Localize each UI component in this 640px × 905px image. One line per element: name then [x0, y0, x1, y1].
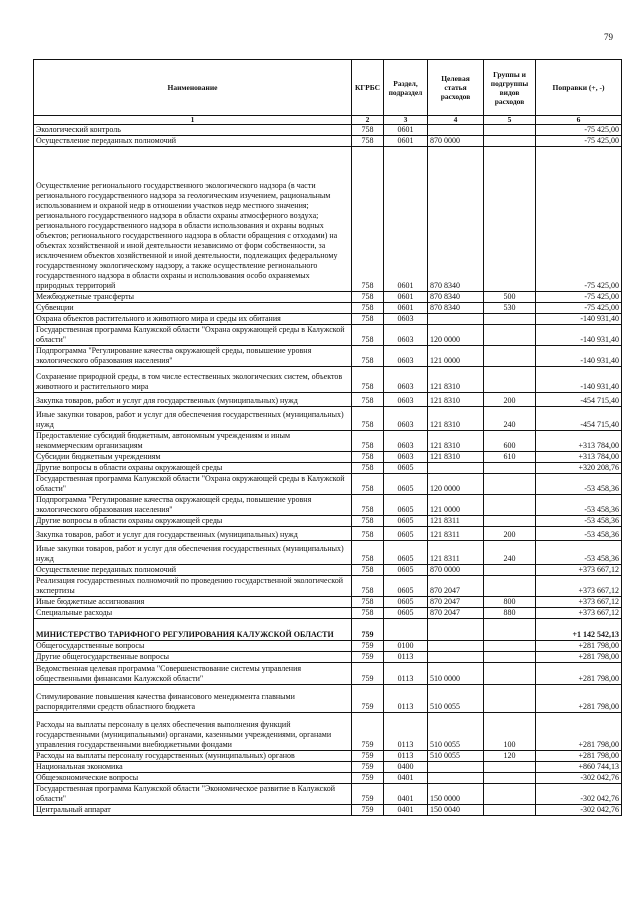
row-razdel: 0603	[384, 407, 428, 431]
row-name: Осуществление переданных полномочий	[34, 136, 352, 147]
column-number-row	[34, 116, 622, 125]
table-row	[34, 147, 622, 292]
row-razdel: 0605	[384, 474, 428, 495]
row-kgrbs: 758	[352, 495, 384, 516]
row-statya: 121 8311	[428, 516, 484, 527]
row-vid	[484, 685, 536, 713]
row-vid	[484, 125, 536, 136]
row-name: Расходы на выплаты персоналу государственных (муниципальных) органов	[34, 751, 352, 762]
table-row	[34, 527, 622, 541]
row-name: Ведомственная целевая программа "Совершенствование системы управления общественными финансами Калужской области"	[34, 663, 352, 685]
row-statya: 121 8311	[428, 527, 484, 541]
row-amount: -140 931,40	[536, 314, 622, 325]
row-statya	[428, 125, 484, 136]
row-vid	[484, 325, 536, 346]
row-statya: 121 8310	[428, 367, 484, 393]
table-row	[34, 303, 622, 314]
table-row	[34, 407, 622, 431]
header-kgrbs: КГРБС	[352, 60, 384, 116]
row-statya	[428, 652, 484, 663]
row-name: Другие общегосударственные вопросы	[34, 652, 352, 663]
column-number: 4	[428, 116, 484, 125]
row-name: Осуществление регионального государственного экологического надзора (в части регионального государственного надзора за геологическим изучением, рациональным использованием и охраной недр в отношении участков недр местного значения; регионального государственного надзора в области охраны атмосферного воздуха; регионального государственного надзора в области использования и охраны водных объектов; регионального государственного надзора в области обращения с отходами) на объектах хозяйственной и иной деятельности независимо от форм собственности, за исключением объектов хозяйственной и иной деятельности, подлежащих федеральному государственному экологическому надзору, а также осуществление регионального государственного надзора в области охраны и использования особо охраняемых природных территорий	[34, 147, 352, 292]
row-amount: -302 042,76	[536, 805, 622, 816]
header-amount: Поправки (+, -)	[536, 60, 622, 116]
column-number: 1	[34, 116, 352, 125]
row-kgrbs: 758	[352, 608, 384, 619]
row-razdel: 0603	[384, 393, 428, 407]
table-row	[34, 325, 622, 346]
row-name: Государственная программа Калужской области "Охрана окружающей среды в Калужской области"	[34, 474, 352, 495]
row-razdel: 0605	[384, 527, 428, 541]
row-statya: 510 0000	[428, 663, 484, 685]
row-amount: -140 931,40	[536, 367, 622, 393]
table-row	[34, 576, 622, 597]
row-statya	[428, 314, 484, 325]
row-kgrbs: 758	[352, 346, 384, 367]
table-row	[34, 474, 622, 495]
row-razdel: 0601	[384, 125, 428, 136]
table-row	[34, 762, 622, 773]
row-kgrbs: 758	[352, 136, 384, 147]
row-vid	[484, 565, 536, 576]
row-vid: 100	[484, 713, 536, 751]
row-razdel: 0603	[384, 325, 428, 346]
table-row	[34, 685, 622, 713]
row-vid: 240	[484, 407, 536, 431]
row-statya: 870 2047	[428, 576, 484, 597]
row-kgrbs: 758	[352, 527, 384, 541]
row-vid	[484, 346, 536, 367]
row-amount: +373 667,12	[536, 608, 622, 619]
row-kgrbs: 759	[352, 762, 384, 773]
row-statya: 510 0055	[428, 713, 484, 751]
row-statya: 121 8310	[428, 431, 484, 452]
row-name: Субсидии бюджетным учреждениям	[34, 452, 352, 463]
row-vid	[484, 516, 536, 527]
page-number: 79	[604, 32, 613, 42]
row-statya	[428, 762, 484, 773]
row-kgrbs: 759	[352, 805, 384, 816]
row-razdel: 0605	[384, 541, 428, 565]
table-row	[34, 136, 622, 147]
row-statya	[428, 619, 484, 641]
row-name: МИНИСТЕРСТВО ТАРИФНОГО РЕГУЛИРОВАНИЯ КАЛУЖСКОЙ ОБЛАСТИ	[34, 619, 352, 641]
row-amount: -302 042,76	[536, 784, 622, 805]
table-row	[34, 452, 622, 463]
row-amount: -140 931,40	[536, 325, 622, 346]
row-vid: 200	[484, 393, 536, 407]
row-kgrbs: 758	[352, 393, 384, 407]
row-statya: 121 8310	[428, 407, 484, 431]
row-vid	[484, 663, 536, 685]
row-kgrbs: 758	[352, 303, 384, 314]
row-kgrbs: 759	[352, 784, 384, 805]
row-amount: -53 458,36	[536, 474, 622, 495]
table-row	[34, 516, 622, 527]
row-kgrbs: 758	[352, 597, 384, 608]
row-amount: +281 798,00	[536, 652, 622, 663]
row-vid: 240	[484, 541, 536, 565]
row-name: Сохранение природной среды, в том числе естественных экологических систем, объектов животного и растительного мира	[34, 367, 352, 393]
row-amount: -140 931,40	[536, 346, 622, 367]
row-vid: 880	[484, 608, 536, 619]
row-razdel: 0113	[384, 713, 428, 751]
row-amount: +281 798,00	[536, 685, 622, 713]
row-statya: 870 2047	[428, 608, 484, 619]
row-name: Охрана объектов растительного и животного мира и среды их обитания	[34, 314, 352, 325]
row-kgrbs: 758	[352, 474, 384, 495]
row-kgrbs: 758	[352, 565, 384, 576]
row-amount: -53 458,36	[536, 541, 622, 565]
row-statya: 120 0000	[428, 325, 484, 346]
row-statya	[428, 463, 484, 474]
row-vid	[484, 463, 536, 474]
row-amount: +373 667,12	[536, 576, 622, 597]
row-amount: +313 784,00	[536, 452, 622, 463]
row-kgrbs: 758	[352, 541, 384, 565]
row-statya: 121 0000	[428, 495, 484, 516]
table-row	[34, 292, 622, 303]
row-razdel: 0603	[384, 314, 428, 325]
row-amount: +373 667,12	[536, 565, 622, 576]
row-amount: -454 715,40	[536, 407, 622, 431]
row-name: Субвенции	[34, 303, 352, 314]
row-statya: 870 2047	[428, 597, 484, 608]
column-number: 6	[536, 116, 622, 125]
row-name: Государственная программа Калужской области "Экономическое развитие в Калужской области"	[34, 784, 352, 805]
row-name: Реализация государственных полномочий по проведению государственной экологической экспертизы	[34, 576, 352, 597]
row-razdel: 0401	[384, 784, 428, 805]
row-razdel	[384, 619, 428, 641]
row-statya: 150 0000	[428, 784, 484, 805]
row-amount: -53 458,36	[536, 495, 622, 516]
row-statya	[428, 773, 484, 784]
table-row	[34, 541, 622, 565]
row-amount: -75 425,00	[536, 125, 622, 136]
row-razdel: 0603	[384, 367, 428, 393]
row-statya: 150 0040	[428, 805, 484, 816]
table-row	[34, 597, 622, 608]
row-statya: 121 8311	[428, 541, 484, 565]
row-name: Национальная экономика	[34, 762, 352, 773]
row-statya: 121 0000	[428, 346, 484, 367]
row-kgrbs: 758	[352, 576, 384, 597]
table-row	[34, 463, 622, 474]
row-kgrbs: 758	[352, 314, 384, 325]
row-razdel: 0113	[384, 685, 428, 713]
row-amount: +281 798,00	[536, 663, 622, 685]
row-statya: 120 0000	[428, 474, 484, 495]
row-name: Центральный аппарат	[34, 805, 352, 816]
row-razdel: 0603	[384, 431, 428, 452]
row-razdel: 0601	[384, 147, 428, 292]
row-kgrbs: 758	[352, 407, 384, 431]
row-kgrbs: 758	[352, 367, 384, 393]
row-name: Другие вопросы в области охраны окружающей среды	[34, 463, 352, 474]
row-name: Государственная программа Калужской области "Охрана окружающей среды в Калужской области"	[34, 325, 352, 346]
row-name: Иные бюджетные ассигнования	[34, 597, 352, 608]
row-vid: 120	[484, 751, 536, 762]
row-amount: +281 798,00	[536, 641, 622, 652]
row-vid	[484, 619, 536, 641]
row-vid: 500	[484, 292, 536, 303]
row-statya: 121 8310	[428, 393, 484, 407]
row-name: Иные закупки товаров, работ и услуг для обеспечения государственных (муниципальных) нужд	[34, 407, 352, 431]
table-row	[34, 663, 622, 685]
row-name: Экологический контроль	[34, 125, 352, 136]
table-row	[34, 805, 622, 816]
row-statya: 121 8310	[428, 452, 484, 463]
row-vid: 530	[484, 303, 536, 314]
row-amount: +373 667,12	[536, 597, 622, 608]
row-razdel: 0400	[384, 762, 428, 773]
row-vid	[484, 773, 536, 784]
row-kgrbs: 758	[352, 452, 384, 463]
row-name: Другие вопросы в области охраны окружающей среды	[34, 516, 352, 527]
row-name: Закупка товаров, работ и услуг для государственных (муниципальных) нужд	[34, 393, 352, 407]
row-name: Осуществление переданных полномочий	[34, 565, 352, 576]
table-row	[34, 641, 622, 652]
row-statya: 870 8340	[428, 292, 484, 303]
table-row	[34, 346, 622, 367]
row-amount: -75 425,00	[536, 147, 622, 292]
row-razdel: 0603	[384, 346, 428, 367]
row-name: Закупка товаров, работ и услуг для государственных (муниципальных) нужд	[34, 527, 352, 541]
row-name: Предоставление субсидий бюджетным, автономным учреждениям и иным некоммерческим организациям	[34, 431, 352, 452]
row-statya	[428, 641, 484, 652]
row-amount: -302 042,76	[536, 773, 622, 784]
row-amount: -75 425,00	[536, 136, 622, 147]
row-amount: -454 715,40	[536, 393, 622, 407]
row-amount: -53 458,36	[536, 527, 622, 541]
row-statya: 870 8340	[428, 303, 484, 314]
row-kgrbs: 758	[352, 125, 384, 136]
row-razdel: 0603	[384, 452, 428, 463]
row-vid	[484, 641, 536, 652]
table-row	[34, 773, 622, 784]
row-kgrbs: 759	[352, 652, 384, 663]
row-vid	[484, 474, 536, 495]
row-kgrbs: 758	[352, 463, 384, 474]
row-razdel: 0605	[384, 597, 428, 608]
row-vid	[484, 136, 536, 147]
table-row	[34, 608, 622, 619]
column-number: 3	[384, 116, 428, 125]
row-vid: 200	[484, 527, 536, 541]
row-razdel: 0605	[384, 608, 428, 619]
column-number: 2	[352, 116, 384, 125]
row-kgrbs: 759	[352, 751, 384, 762]
row-vid	[484, 576, 536, 597]
header-row	[34, 60, 622, 116]
table-row	[34, 784, 622, 805]
row-razdel: 0401	[384, 773, 428, 784]
table-row	[34, 751, 622, 762]
row-statya: 870 0000	[428, 136, 484, 147]
row-amount: +281 798,00	[536, 751, 622, 762]
table-row	[34, 495, 622, 516]
row-razdel: 0605	[384, 565, 428, 576]
row-name: Специальные расходы	[34, 608, 352, 619]
row-kgrbs: 759	[352, 685, 384, 713]
budget-table	[33, 59, 622, 816]
row-vid: 610	[484, 452, 536, 463]
row-name: Подпрограмма "Регулирование качества окружающей среды, повышение уровня экологического образования населения"	[34, 495, 352, 516]
row-amount: +1 142 542,13	[536, 619, 622, 641]
row-kgrbs: 758	[352, 325, 384, 346]
row-kgrbs: 758	[352, 147, 384, 292]
header-statya: Целевая статья расходов	[428, 60, 484, 116]
row-kgrbs: 759	[352, 641, 384, 652]
table-row	[34, 565, 622, 576]
row-razdel: 0601	[384, 136, 428, 147]
table-row	[34, 367, 622, 393]
table-row	[34, 713, 622, 751]
row-name: Иные закупки товаров, работ и услуг для обеспечения государственных (муниципальных) нужд	[34, 541, 352, 565]
row-amount: +860 744,13	[536, 762, 622, 773]
row-amount: +320 208,76	[536, 463, 622, 474]
row-name: Подпрограмма "Регулирование качества окружающей среды, повышение уровня экологического образования населения"	[34, 346, 352, 367]
row-amount: -75 425,00	[536, 292, 622, 303]
row-amount: -75 425,00	[536, 303, 622, 314]
row-statya: 510 0055	[428, 751, 484, 762]
row-vid: 600	[484, 431, 536, 452]
row-kgrbs: 758	[352, 292, 384, 303]
row-vid	[484, 652, 536, 663]
row-kgrbs: 759	[352, 713, 384, 751]
row-razdel: 0605	[384, 576, 428, 597]
table-row	[34, 652, 622, 663]
row-razdel: 0113	[384, 652, 428, 663]
row-amount: +281 798,00	[536, 713, 622, 751]
row-vid	[484, 762, 536, 773]
row-vid	[484, 805, 536, 816]
column-number: 5	[484, 116, 536, 125]
row-name: Общеэкономические вопросы	[34, 773, 352, 784]
row-vid: 800	[484, 597, 536, 608]
row-razdel: 0605	[384, 495, 428, 516]
row-razdel: 0100	[384, 641, 428, 652]
header-name: Наименование	[34, 60, 352, 116]
row-razdel: 0113	[384, 663, 428, 685]
table-row	[34, 314, 622, 325]
table-row	[34, 393, 622, 407]
row-razdel: 0401	[384, 805, 428, 816]
row-amount: -53 458,36	[536, 516, 622, 527]
row-razdel: 0601	[384, 292, 428, 303]
table-row	[34, 431, 622, 452]
row-kgrbs: 759	[352, 619, 384, 641]
row-name: Стимулирование повышения качества финансового менеджмента главными распорядителями средств областного бюджета	[34, 685, 352, 713]
row-vid	[484, 367, 536, 393]
row-kgrbs: 758	[352, 516, 384, 527]
row-name: Общегосударственные вопросы	[34, 641, 352, 652]
header-vid: Группы и подгруппы видов расходов	[484, 60, 536, 116]
row-statya: 870 8340	[428, 147, 484, 292]
header-razdel: Раздел, подраздел	[384, 60, 428, 116]
row-vid	[484, 495, 536, 516]
table-row	[34, 619, 622, 641]
row-razdel: 0113	[384, 751, 428, 762]
row-vid	[484, 784, 536, 805]
row-kgrbs: 759	[352, 773, 384, 784]
row-kgrbs: 758	[352, 431, 384, 452]
row-amount: +313 784,00	[536, 431, 622, 452]
row-name: Межбюджетные трансферты	[34, 292, 352, 303]
table-row	[34, 125, 622, 136]
row-statya: 870 0000	[428, 565, 484, 576]
row-name: Расходы на выплаты персоналу в целях обеспечения выполнения функций государственными (муниципальными) органами, казенными учреждениями, органами управления государственными внебюджетными фондами	[34, 713, 352, 751]
row-vid	[484, 314, 536, 325]
row-razdel: 0605	[384, 463, 428, 474]
row-vid	[484, 147, 536, 292]
row-razdel: 0601	[384, 303, 428, 314]
row-razdel: 0605	[384, 516, 428, 527]
row-kgrbs: 759	[352, 663, 384, 685]
row-statya: 510 0055	[428, 685, 484, 713]
